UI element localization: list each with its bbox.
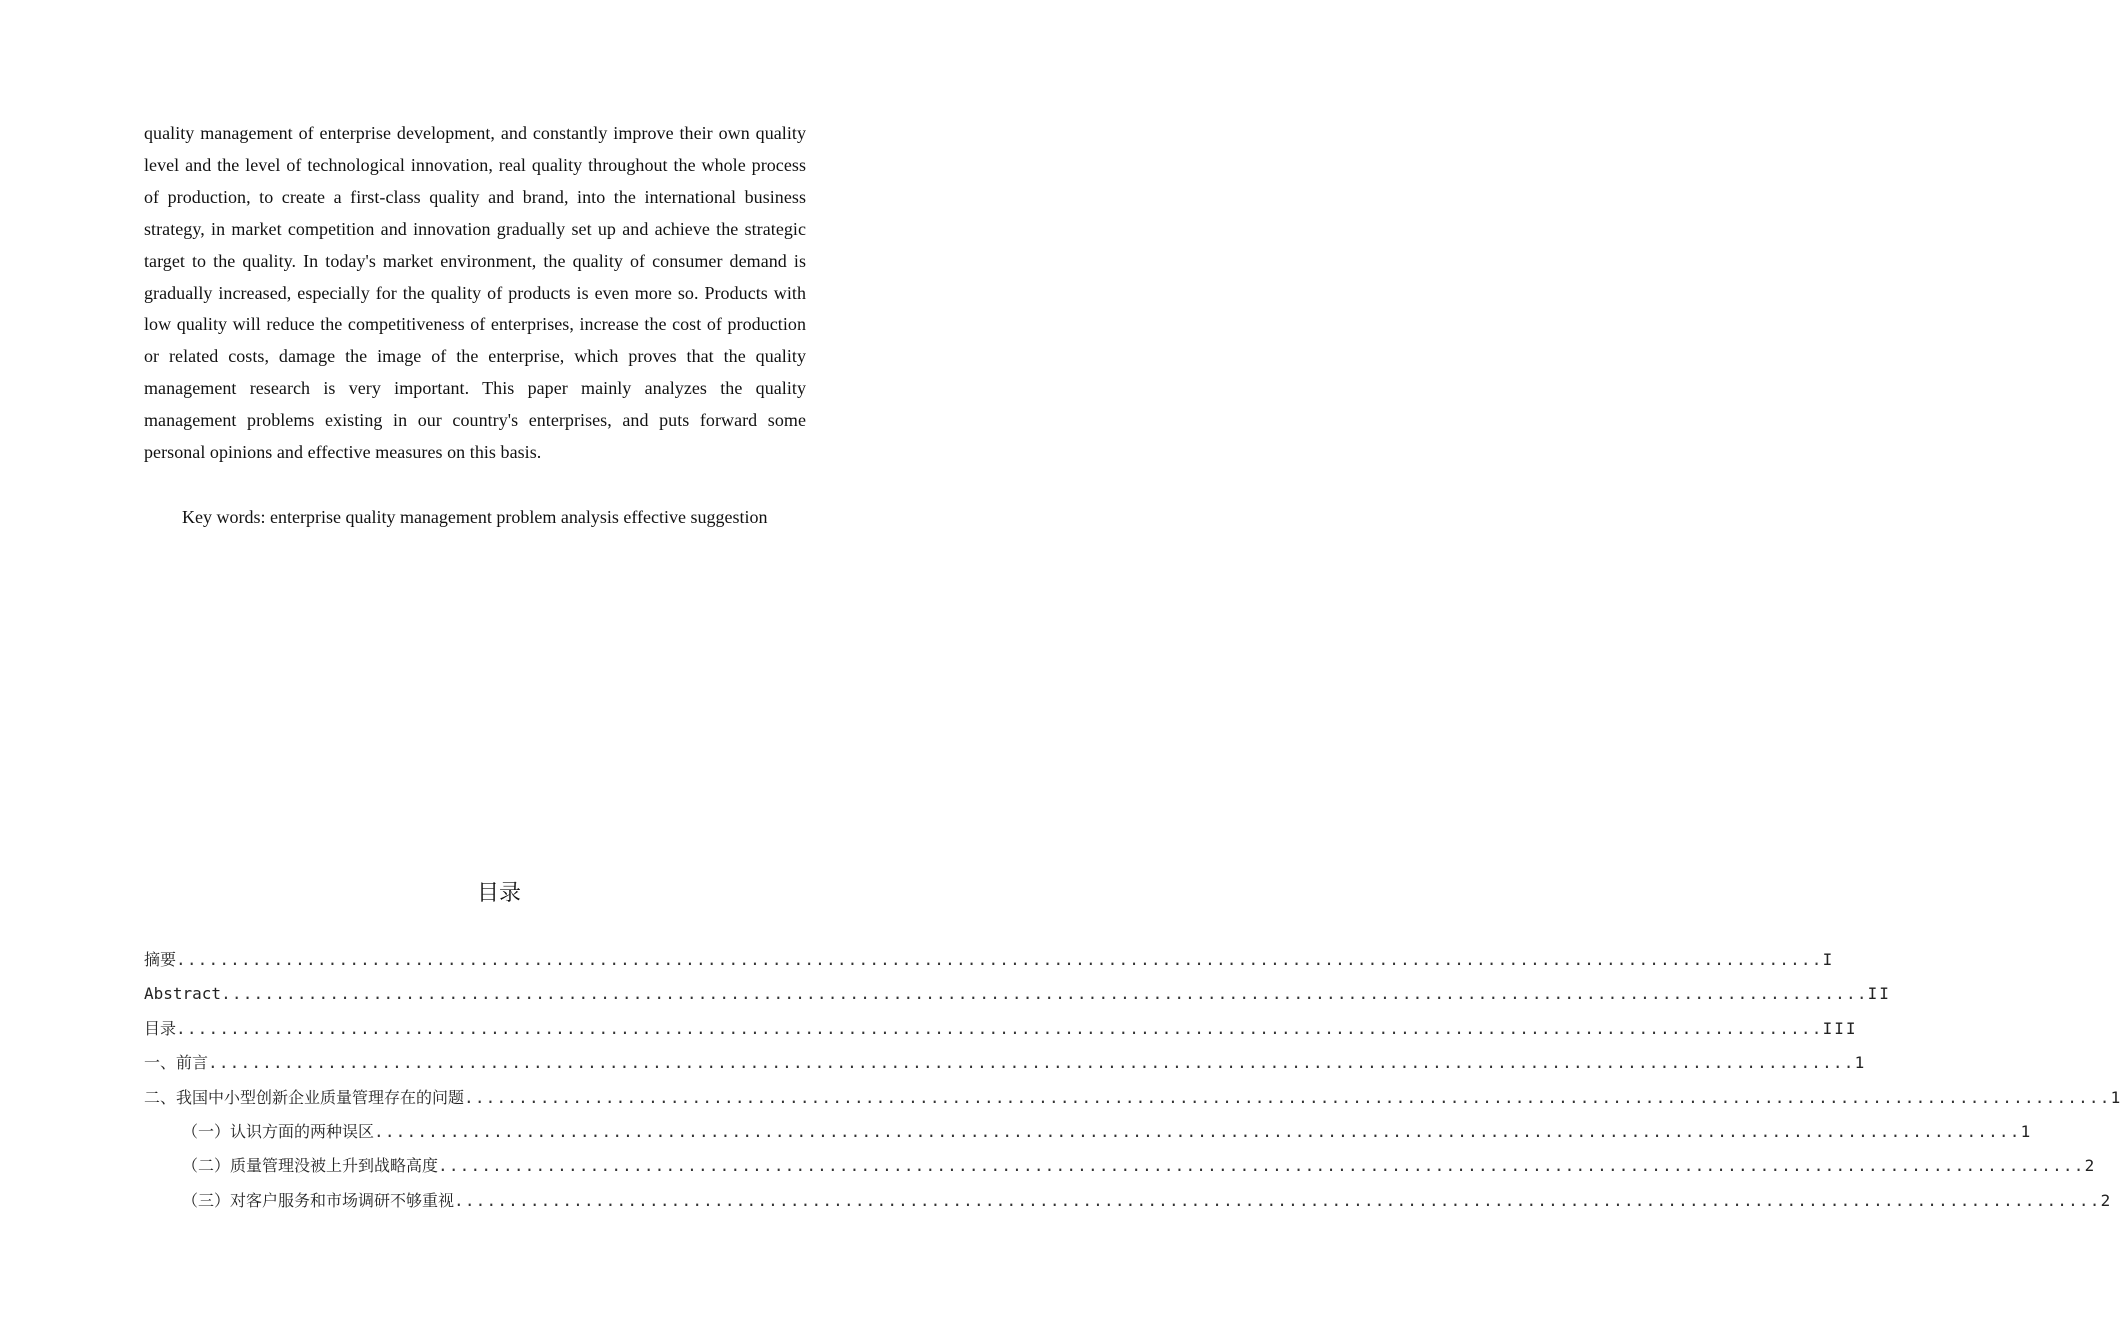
toc-dot-leader [176, 943, 1823, 977]
toc-entry-section-2-2[interactable] [144, 1149, 2097, 1183]
abstract-paragraph: quality management of enterprise development, and constantly improve their own quality level and the level of technological innovation, real quality throughout the whole process of production, to create a first-class quality and brand, into the international business strategy, in market competition and innovation gradually set up and achieve the strategic target to the quality. In today's market environment, the quality of consumer demand is gradually increased, especially for the quality of products is even more so. Products with low quality will reduce the competitiveness of enterprises, increase the cost of production or related costs, damage the image of the enterprise, which proves that the quality management research is very important. This paper mainly analyzes the quality management problems existing in our country's enterprises, and puts forward some personal opinions and effective measures on this basis. [144, 123, 806, 463]
toc-entry-label: （一）认识方面的两种误区 [182, 1121, 375, 1141]
toc-entry-label: （二）质量管理没被上升到战略高度 [182, 1156, 439, 1176]
toc-dot-leader [221, 977, 1868, 1011]
toc-title: 目录 [476, 881, 521, 906]
toc-entry-page: 1 [2110, 1087, 2122, 1107]
toc-entry-section-2-1[interactable] [144, 1115, 2033, 1149]
toc-entry-abstract-cn[interactable] [144, 943, 1835, 977]
toc-entry-abstract-en[interactable] [144, 977, 1891, 1011]
toc-entry-chapter-2[interactable] [144, 1081, 2122, 1115]
keywords-line: Key words: enterprise quality management problem analysis effective suggestion [182, 507, 768, 527]
toc-dot-leader [464, 1081, 2111, 1115]
toc-entry-label: 一、前言 [144, 1053, 209, 1073]
toc-entry-page: 1 [2020, 1121, 2033, 1141]
toc-entry-label: Abstract [144, 984, 222, 1004]
toc-dot-leader [176, 1012, 1823, 1046]
toc-entry-label: 摘要 [144, 950, 177, 969]
toc-entry-page: I [1822, 950, 1835, 969]
toc-entry-page: II [1867, 984, 1891, 1004]
toc-dot-leader [208, 1046, 1855, 1080]
toc-entry-label: （三）对客户服务和市场调研不够重视 [182, 1190, 455, 1210]
toc-entry-label: 二、我国中小型创新企业质量管理存在的问题 [144, 1087, 465, 1107]
toc-entry-page: 2 [2084, 1156, 2097, 1176]
toc-entry-page: 2 [2100, 1190, 2113, 1210]
toc-dot-leader [374, 1115, 2021, 1149]
toc-entry-section-2-3[interactable] [144, 1184, 2113, 1218]
toc-entry-preface[interactable] [144, 1046, 1867, 1080]
toc-entry-label: 目录 [144, 1018, 177, 1038]
toc-entry-page: 1 [1854, 1053, 1867, 1073]
toc-dot-leader [438, 1149, 2085, 1183]
table-of-contents [144, 943, 2122, 1218]
toc-entry-page: III [1822, 1018, 1858, 1038]
toc-entry-contents[interactable] [144, 1012, 1858, 1046]
toc-dot-leader [454, 1184, 2101, 1218]
